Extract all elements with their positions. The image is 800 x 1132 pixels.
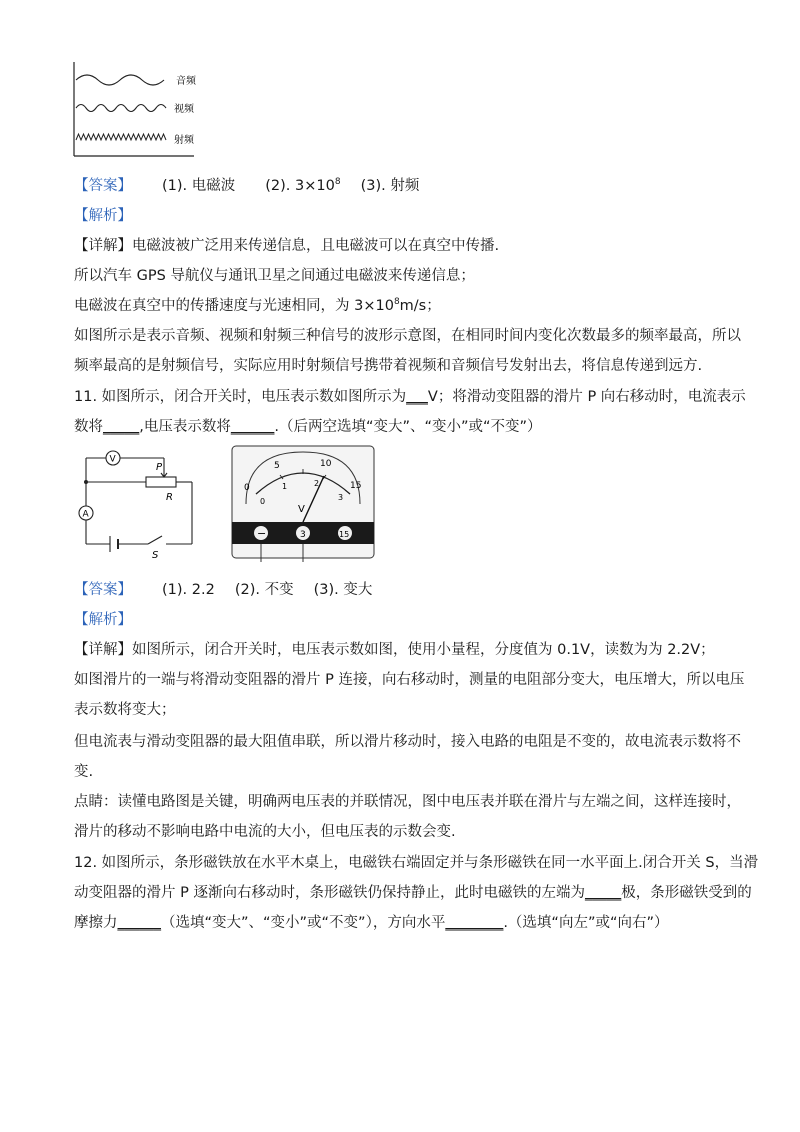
q11-comment-1: 点睛：读懂电路图是关键，明确两电压表的并联情况，图中电压表并联在滑片与左端之间，这样连接时， (74, 794, 741, 810)
q11-detail-3: 表示数将变大； (74, 702, 176, 718)
q11-answer-tag: 【答案】 (74, 582, 132, 598)
q10-answer (74, 176, 419, 196)
q11-analysis-tag: 【解析】 (74, 612, 132, 628)
upper-scale-0: 0 (244, 483, 250, 493)
voltmeter-letter: V (109, 454, 116, 465)
q11-detail-5: 变. (74, 764, 94, 780)
terminal-negative: − (257, 527, 267, 540)
ammeter-letter: A (82, 509, 89, 520)
q10-detail-5: 频率最高的是射频信号，实际应用时射频信号携带着视频和音频信号发射出去，将信息传递到远方. (74, 358, 703, 374)
q11-stem-2: 数将_____,电压表示数将______.（后两空选填“变大”、“变小”或“不变”） (74, 419, 542, 435)
lower-scale-2: 2 (314, 479, 320, 488)
q12-blank-1: _____ (584, 885, 622, 901)
q10-answer-3: (3). 射频 (360, 178, 420, 194)
upper-scale-10: 10 (320, 459, 332, 469)
q11-blank-2: _____ (103, 419, 140, 435)
q11-detail-2: 如图滑片的一端与将滑动变阻器的滑片 P 连接，向右移动时，测量的电阻部分变大，电压增大，所以电压 (74, 672, 745, 688)
q11-answer-1: (1). 2.2 (162, 582, 215, 598)
q11-comment-2: 滑片的移动不影响电路中电流的大小，但电压表的示数会变. (74, 824, 456, 840)
q10-analysis-tag: 【解析】 (74, 208, 132, 224)
lower-scale-1: 1 (282, 482, 288, 491)
meter-unit: V (298, 504, 305, 515)
q10-detail-1: 【详解】电磁波被广泛用来传递信息，且电磁波可以在真空中传播. (74, 238, 500, 254)
q10-answer-2: (2). $3\times 10^8$ (265, 177, 341, 194)
upper-scale-15: 15 (350, 481, 362, 491)
junction-dot (84, 480, 88, 484)
q12-stem-1: 12. 如图所示，条形磁铁放在水平木桌上，电磁铁右端固定并与条形磁铁在同一水平面上.闭合开关 S，当滑 (74, 855, 759, 871)
lower-scale-0: 0 (260, 497, 266, 506)
q10-answer-1: (1). 电磁波 (162, 178, 236, 194)
q12-stem-2: 动变阻器的滑片 P 逐渐向右移动时，条形磁铁仍保持静止，此时电磁铁的左端为_____极，条形磁铁受到的 (74, 885, 752, 901)
q11-detail-4: 但电流表与滑动变阻器的最大阻值串联，所以滑片移动时，接入电路的电阻是不变的，故电流表示数将不 (74, 734, 741, 750)
circuit-diagram (72, 448, 202, 564)
q10-answer-tag: 【答案】 (74, 178, 132, 194)
resistor-letter: R (166, 492, 173, 503)
q10-detail-4: 如图所示是表示音频、视频和射频三种信号的波形示意图，在相同时间内变化次数最多的频率最高，所以 (74, 328, 741, 344)
video-label: 视频 (174, 104, 194, 115)
upper-scale-5: 5 (274, 461, 280, 471)
wave-figure (66, 58, 216, 162)
q11-detail-1: 【详解】如图所示，闭合开关时，电压表示数如图，使用小量程，分度值为 0.1V，读数为为 2.2V； (74, 642, 715, 658)
q12-blank-2: ______ (117, 915, 161, 931)
q11-answer-3: (3). 变大 (313, 582, 373, 598)
resistor-symbol (146, 477, 176, 487)
switch-letter: S (152, 550, 159, 561)
audio-wave (76, 75, 164, 85)
q10-detail-3: 电磁波在真空中的传播速度与光速相同，为 $3\times 10^8m/s$； (74, 297, 441, 314)
q12-blank-3: ________ (445, 915, 504, 931)
q11-answer-2: (2). 不变 (234, 582, 294, 598)
q11-answer (74, 580, 372, 600)
q11-blank-1: ___ (406, 389, 428, 405)
q11-stem-1: 11. 如图所示，闭合开关时，电压表示数如图所示为___V；将滑动变阻器的滑片 P 向右移动时，电流表示 (74, 389, 746, 405)
radio-wave (76, 134, 166, 140)
radio-label: 射频 (174, 135, 194, 146)
audio-label: 音频 (176, 76, 196, 87)
video-wave (76, 105, 166, 112)
terminal-3: 3 (300, 530, 306, 540)
voltmeter-dial (228, 444, 378, 564)
q10-detail-2: 所以汽车 GPS 导航仪与通讯卫星之间通过电磁波来传递信息； (74, 268, 475, 284)
lower-scale-3: 3 (338, 493, 344, 502)
q11-blank-3: ______ (230, 419, 275, 435)
q12-stem-3: 摩擦力______（选填“变大”、“变小”或“不变”），方向水平________.（选填“向左”或“向右”） (74, 915, 669, 931)
terminal-15: 15 (339, 530, 350, 539)
slider-letter: P (156, 462, 163, 473)
